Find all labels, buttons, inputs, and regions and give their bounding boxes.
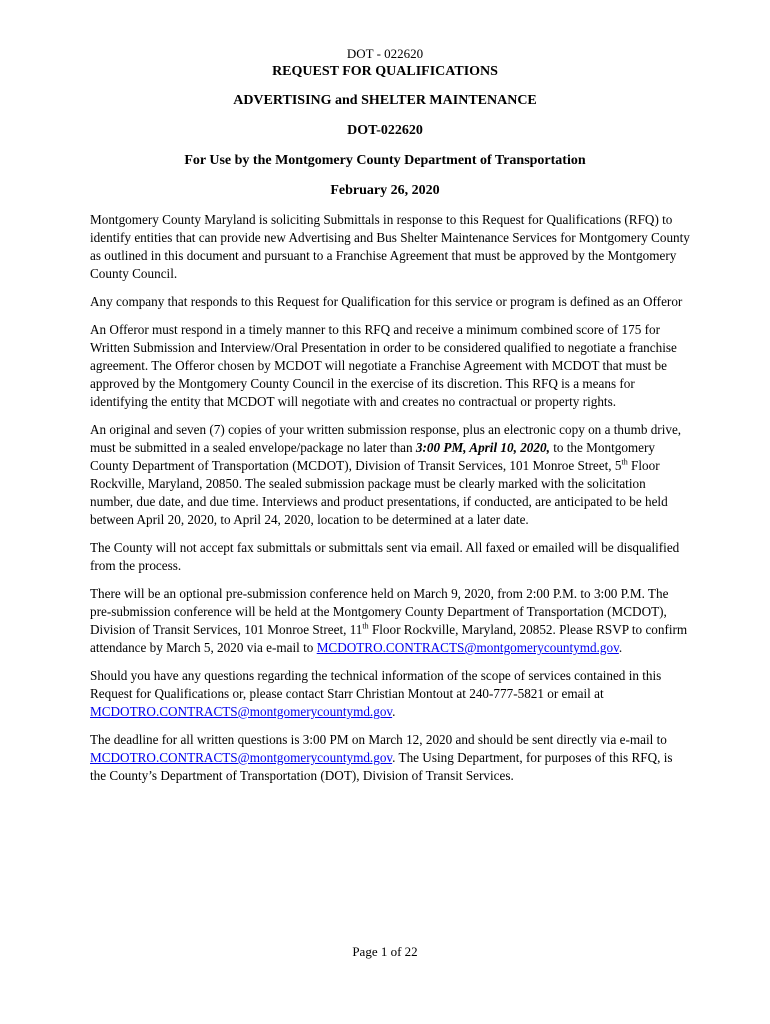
page-number: Page 1 of 22 [352,944,418,959]
submission-text-a: An original and seven (7) copies of your written submission response, plus an electronic copy on a thumb drive, must be submitted in a sealed envelope/package no later than [90,422,682,455]
paragraph-offeror-definition: Any company that responds to this Request for Qualification for this service or program is defined as an Offeror [90,294,683,309]
deadline-text-b: . The Using Department, for purposes of this RFQ, is the County’s Department of Transportation (DOT), Division of Transit Services. [90,750,673,783]
document-date: February 26, 2020 [330,183,440,198]
document-subtitle: ADVERTISING and SHELTER MAINTENANCE [233,93,537,108]
paragraph-fax-policy: The County will not accept fax submittals or submittals sent via email. All faxed or emailed will be disqualified from the process. [90,540,680,573]
document-body [90,211,690,795]
document-code: DOT - 022620 [346,46,424,61]
submission-text-b: to the Montgomery County Department of Transportation (MCDOT), Division of Transit Services, 101 Monroe Street, 5 [90,440,656,473]
use-line: For Use by the Montgomery County Department of Transportation [184,153,586,168]
solicitation-number: DOT-022620 [347,123,423,138]
document-title: REQUEST FOR QUALIFICATIONS [272,64,498,79]
email-link[interactable]: MCDOTRO.CONTRACTS@montgomerycountymd.gov [90,704,393,719]
email-link[interactable]: MCDOTRO.CONTRACTS@montgomerycountymd.gov [90,750,393,765]
email-link[interactable]: MCDOTRO.CONTRACTS@montgomerycountymd.gov [316,640,619,655]
paragraph-deadline [90,731,690,785]
submission-deadline: 3:00 PM, April 10, 2020, [415,440,550,455]
questions-text-a: Should you have any questions regarding the technical information of the scope of services contained in this Request for Qualifications or, please contact Starr Christian Montout at 240-777-5821 or email at [90,668,662,701]
superscript-th: th [362,621,369,631]
conference-text-b: Floor Rockville, Maryland, 20852. Please RSVP to confirm attendance by March 5, 2020 via e-mail to [90,622,688,655]
conference-text-c: . [618,640,623,655]
deadline-text-a: The deadline for all written questions is 3:00 PM on March 12, 2020 and should be sent directly via e-mail to [90,732,667,747]
paragraph-questions [90,667,690,721]
questions-text-b: . [392,704,396,719]
submission-text-c: Floor Rockville, Maryland, 20850. The sealed submission package must be clearly marked with the solicitation number, due date, and due time. Interviews and product presentations, if conducted, are anticipated to be held between April 20, 2020, to April 24, 2020, location to be determined at a later date. [90,458,668,527]
conference-text-a: There will be an optional pre-submission conference held on March 9, 2020, from 2:00 P.M. to 3:00 P.M. The pre-submission conference will be held at the Montgomery County Department of Transportation (MCDOT), Division of Transit Services, 101 Monroe Street, 11 [90,586,669,637]
superscript-th: th [621,457,628,467]
paragraph-submission [90,421,690,529]
paragraph-scoring: An Offeror must respond in a timely manner to this RFQ and receive a minimum combined score of 175 for Written Submission and Interview/Oral Presentation in order to be considered qualified to negotiate a franchise agreement. The Offeror chosen by MCDOT will negotiate a Franchise Agreement with MCDOT that must be approved by the Montgomery County Council in the exercise of its discretion. This RFQ is a means for identifying the entity that MCDOT will negotiate with and creates no contractual or property rights. [90,322,677,409]
paragraph-conference [90,585,690,657]
paragraph-intro: Montgomery County Maryland is soliciting Submittals in response to this Request for Qualifications (RFQ) to identify entities that can provide new Advertising and Bus Shelter Maintenance Services for Montgomery County as outlined in this document and pursuant to a Franchise Agreement that must be approved by the Montgomery County Council. [90,212,690,281]
